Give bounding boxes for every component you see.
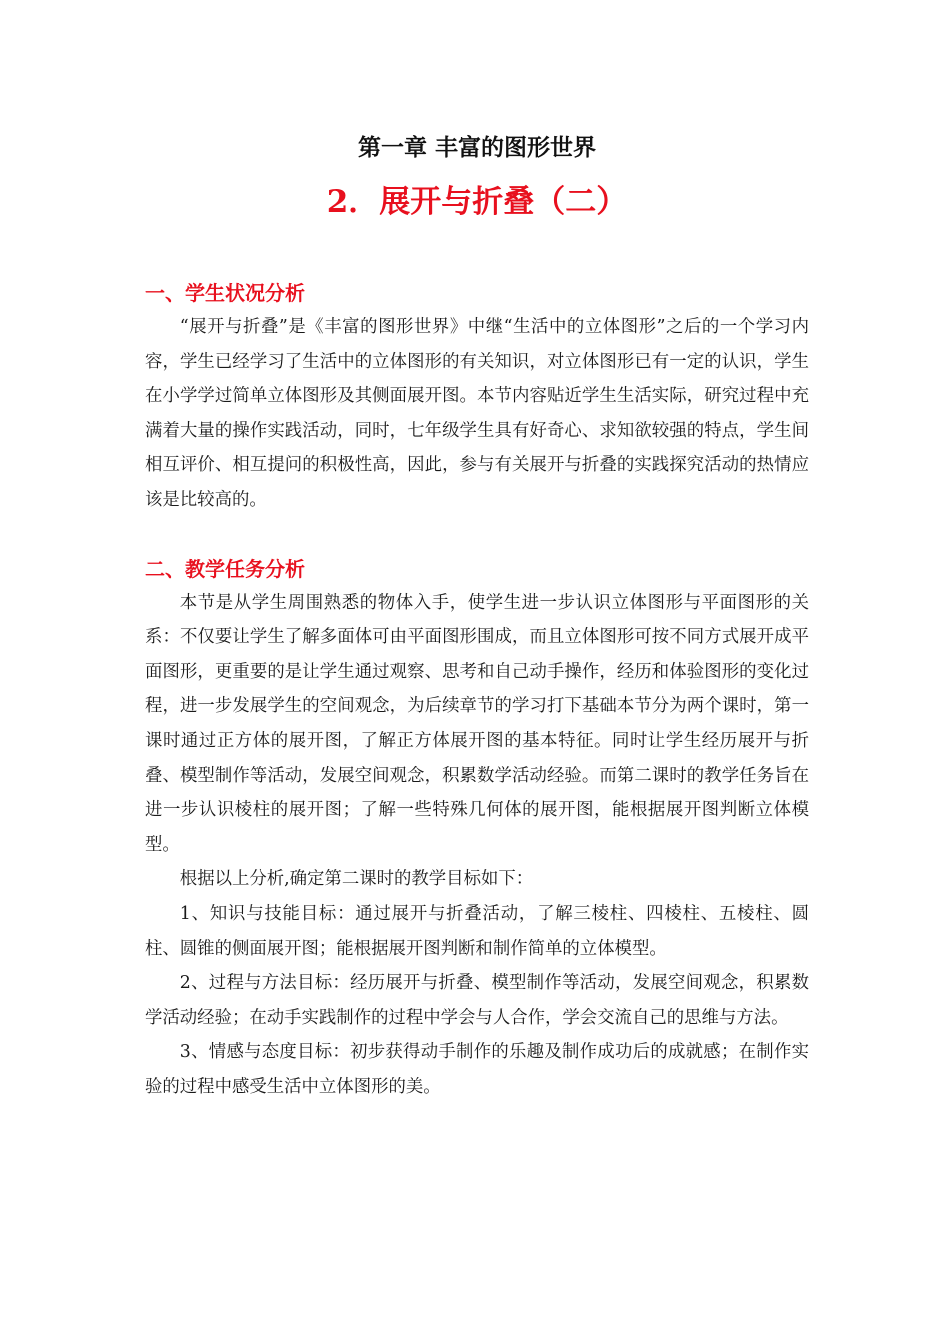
section-task-analysis <box>145 552 809 1105</box>
paragraph: 本节是从学生周围熟悉的物体入手，使学生进一步认识立体图形与平面图形的关系：不仅要让学生了解多面体可由平面图形围成，而且立体图形可按不同方式展开成平面图形，更重要的是让学生通过观察、思考和自己动手操作，经历和体验图形的变化过程，进一步发展学生的空间观念，为后续章节的学习打下基础本节分为两个课时，第一课时通过正方体的展开图，了解正方体展开图的基本特征。同时让学生经历展开与折叠、模型制作等活动，发展空间观念，积累数学活动经验。而第二课时的教学任务旨在进一步认识棱柱的展开图；了解一些特殊几何体的展开图，能根据展开图判断立体模型。 <box>145 592 809 855</box>
section-spacer <box>145 518 809 552</box>
objective-knowledge: 1、知识与技能目标：通过展开与折叠活动，了解三棱柱、四棱柱、五棱柱、圆柱、圆锥的侧面展开图；能根据展开图判断和制作简单的立体模型。 <box>145 903 809 959</box>
objective-emotion: 3、情感与态度目标：初步获得动手制作的乐趣及制作成功后的成就感；在制作实验的过程中感受生活中立体图形的美。 <box>145 1042 809 1097</box>
paragraph: 根据以上分析,确定第二课时的教学目标如下： <box>179 869 534 890</box>
section-student-analysis <box>145 276 809 518</box>
chapter-title: 第一章 丰富的图形世界 <box>357 134 596 161</box>
section-heading: 一、学生状况分析 <box>145 281 305 305</box>
section-heading: 二、教学任务分析 <box>145 556 305 581</box>
objective-process: 2、过程与方法目标：经历展开与折叠、模型制作等活动，发展空间观念，积累数学活动经验；在动手实践制作的过程中学会与人合作，学会交流自己的思维与方法。 <box>145 973 809 1028</box>
paragraph: “展开与折叠”是《丰富的图形世界》中继“生活中的立体图形”之后的一个学习内容，学生已经学习了生活中的立体图形的有关知识，对立体图形已有一定的认识，学生在小学学过简单立体图形及其侧面展开图。本节内容贴近学生生活实际，研究过程中充满着大量的操作实践活动，同时，七年级学生具有好奇心、求知欲较强的特点，学生间相互评价、相互提问的积极性高，因此，参与有关展开与折叠的实践探究活动的热情应该是比较高的。 <box>145 317 809 510</box>
lesson-title: 2．展开与折叠（二） <box>326 184 628 220</box>
document-page <box>145 128 809 1104</box>
